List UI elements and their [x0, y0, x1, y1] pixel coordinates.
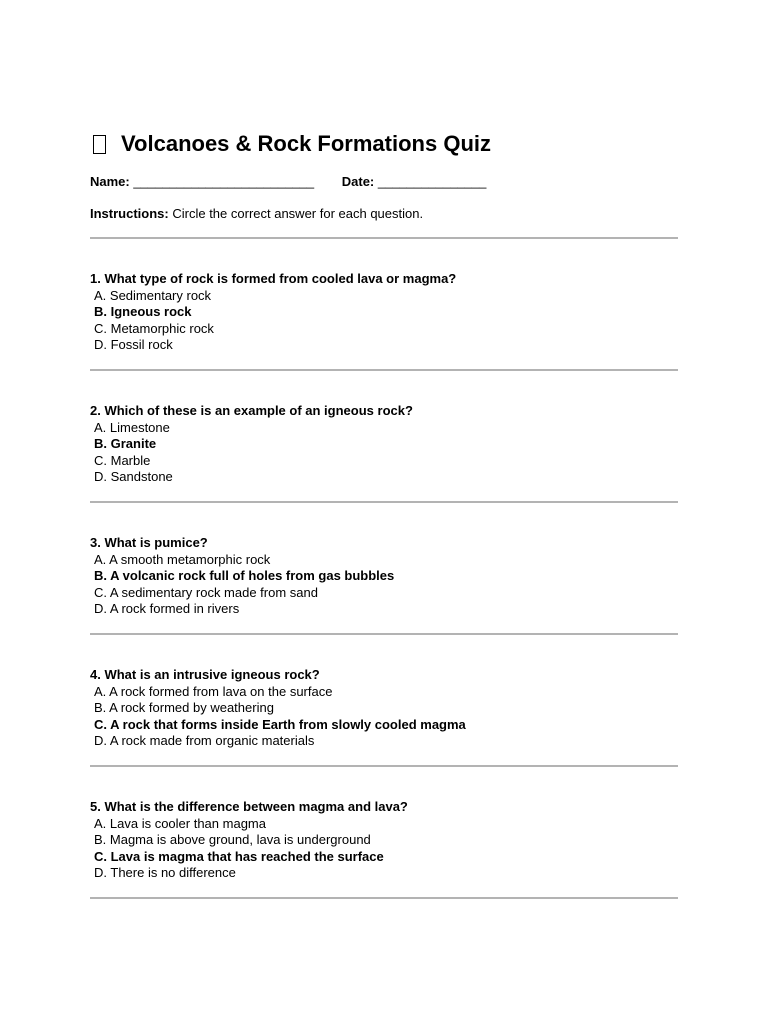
answer-option-correct[interactable]: B. Igneous rock — [94, 304, 192, 319]
instructions-text: Circle the correct answer for each question. — [172, 206, 424, 221]
empty-box-glyph-icon — [93, 135, 106, 154]
answer-option-correct[interactable]: C. A rock that forms inside Earth from slowly cooled magma — [94, 716, 466, 732]
date-block — [342, 174, 487, 190]
answer-option[interactable]: B. A rock formed by weathering — [94, 700, 274, 715]
answer-option-correct[interactable]: B. A volcanic rock full of holes from gas bubbles — [94, 568, 395, 583]
answer-option[interactable]: D. A rock formed in rivers — [94, 601, 240, 616]
question-text: 1. What type of rock is formed from cooled lava or magma? — [90, 271, 457, 286]
question-text: 5. What is the difference between magma and lava? — [90, 799, 408, 814]
question-block — [90, 503, 678, 633]
question-block — [90, 371, 678, 501]
question-block — [90, 767, 678, 897]
answer-option[interactable]: D. Sandstone — [94, 469, 173, 484]
answer-option[interactable]: A. A rock formed from lava on the surface — [94, 683, 333, 699]
date-blank: _______________ — [377, 174, 487, 189]
answer-option[interactable]: C. Marble — [94, 452, 151, 468]
answer-option-correct[interactable]: C. Lava is magma that has reached the surface — [94, 848, 384, 864]
answer-option[interactable]: D. There is no difference — [94, 865, 236, 880]
question-text: 4. What is an intrusive igneous rock? — [90, 667, 320, 682]
answer-option[interactable]: A. A smooth metamorphic rock — [94, 551, 271, 567]
answer-option-correct[interactable]: B. Granite — [94, 436, 157, 451]
questions-list — [90, 239, 678, 899]
name-blank: _________________________ — [133, 174, 315, 189]
question-text: 2. Which of these is an example of an igneous rock? — [90, 403, 413, 418]
instructions-label: Instructions: — [90, 206, 169, 221]
title-text: Volcanoes & Rock Formations Quiz — [121, 131, 491, 156]
answer-option[interactable]: A. Lava is cooler than magma — [94, 815, 266, 831]
name-label: Name: — [90, 174, 130, 189]
question-block — [90, 239, 678, 369]
page-title — [90, 126, 678, 162]
answer-option[interactable]: A. Sedimentary rock — [94, 287, 212, 303]
answer-option[interactable]: D. A rock made from organic materials — [94, 733, 315, 748]
answer-option[interactable]: C. A sedimentary rock made from sand — [94, 584, 318, 600]
answer-option[interactable]: C. Metamorphic rock — [94, 320, 214, 336]
answer-option[interactable]: B. Magma is above ground, lava is underground — [94, 832, 371, 847]
divider — [90, 897, 678, 899]
question-block — [90, 635, 678, 765]
instructions — [90, 206, 678, 222]
question-text: 3. What is pumice? — [90, 535, 208, 550]
answer-option[interactable]: D. Fossil rock — [94, 337, 173, 352]
name-date-row — [90, 174, 678, 190]
answer-option[interactable]: A. Limestone — [94, 419, 170, 435]
quiz-document — [90, 126, 678, 899]
date-label: Date: — [341, 174, 375, 189]
